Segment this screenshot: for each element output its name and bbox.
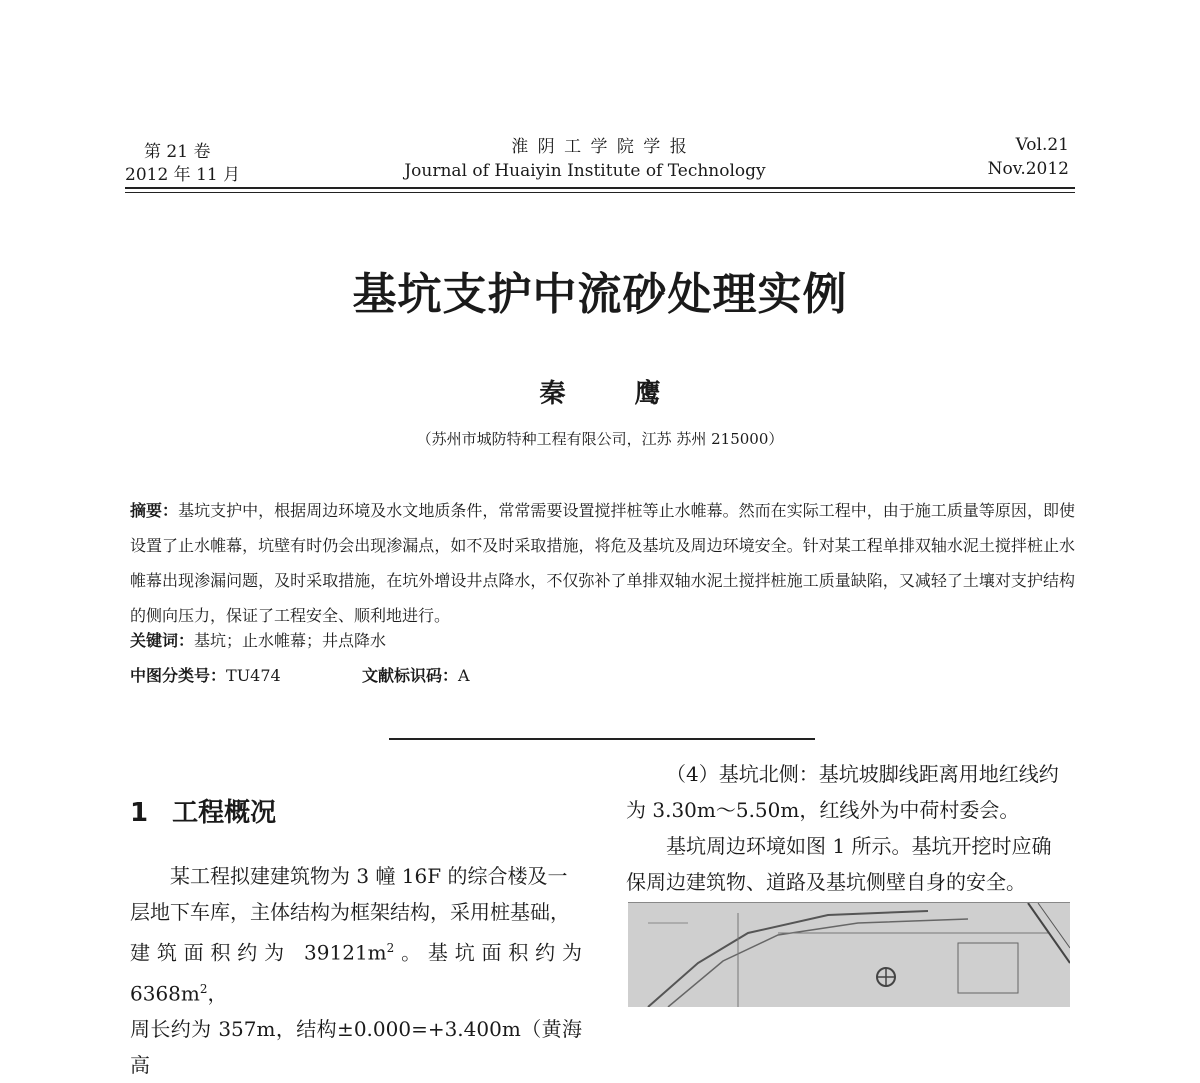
author-name: 秦 鹰 — [539, 379, 691, 409]
affiliation: （苏州市城防特种工程有限公司，江苏 苏州 215000） — [416, 430, 784, 448]
document-code — [362, 663, 470, 686]
body-line: 层地下车库，主体结构为框架结构，采用桩基础， — [130, 900, 570, 924]
body-line: 某工程拟建建筑物为 3 幢 16F 的综合楼及一 — [170, 864, 568, 888]
keywords — [130, 628, 386, 651]
body-line: 周长约为 357m，结构±0.000=+3.400m（黄海高 — [130, 1017, 582, 1078]
body-line: 保周边建筑物、道路及基坑侧壁自身的安全。 — [626, 870, 1026, 894]
volume-en: Vol.21 — [1015, 135, 1069, 155]
keywords-text: 基坑；止水帷幕；井点降水 — [194, 631, 387, 650]
volume-cn: 第 21 卷 — [144, 142, 211, 162]
date-en: Nov.2012 — [987, 159, 1069, 179]
body-line: 为 3.30m～5.50m，红线外为中荷村委会。 — [626, 798, 1020, 822]
keywords-label: 关键词： — [130, 631, 195, 650]
date-cn: 2012 年 11 月 — [125, 165, 241, 185]
body-line: 建筑面积约为 $39121m^2$。基坑面积约为 $6368m^2$， — [130, 940, 582, 1006]
header-rule-thick — [125, 187, 1075, 189]
body-line: 基坑周边环境如图 1 所示。基坑开挖时应确 — [666, 834, 1052, 858]
section-number: 1 — [130, 798, 149, 828]
clc-number — [130, 663, 281, 686]
clc-label: 中图分类号： — [130, 666, 227, 685]
site-plan-drawing — [628, 903, 1070, 1007]
doc-code-label: 文献标识码： — [362, 666, 459, 685]
figure-1-site-plan — [628, 902, 1070, 1007]
body-line: （4）基坑北侧：基坑坡脚线距离用地红线约 — [666, 762, 1059, 786]
right-column-text — [626, 756, 1076, 900]
abstract-text: 基坑支护中，根据周边环境及水文地质条件，常常需要设置搅拌桩等止水帷幕。然而在实际工程中，由于施工质量等原因，即使设置了止水帷幕，坑壁有时仍会出现渗漏点，如不及时采取措施，将危及基坑及周边环境安全。针对某工程单排双轴水泥土搅拌桩止水帷幕出现渗漏问题，及时采取措施，在坑外增设井点降水，不仅弥补了单排双轴水泥土搅拌桩施工质量缺陷，又减轻了土壤对支护结构的侧向压力，保证了工程安全、顺利地进行。 — [130, 501, 1075, 625]
header-rule-thin — [125, 192, 1075, 193]
doc-code-value: A — [458, 666, 470, 685]
section-title: 工程概况 — [172, 798, 277, 828]
article-title: 基坑支护中流砂处理实例 — [352, 269, 848, 320]
journal-title-cn: 淮 阴 工 学 院 学 报 — [511, 137, 689, 157]
section-heading — [130, 792, 276, 829]
section-divider — [389, 738, 815, 740]
abstract — [130, 493, 1075, 633]
journal-title-en: Journal of Huaiyin Institute of Technology — [404, 161, 766, 181]
clc-value: TU474 — [226, 666, 281, 685]
left-column-text — [130, 858, 582, 1083]
abstract-label: 摘要： — [130, 501, 179, 520]
